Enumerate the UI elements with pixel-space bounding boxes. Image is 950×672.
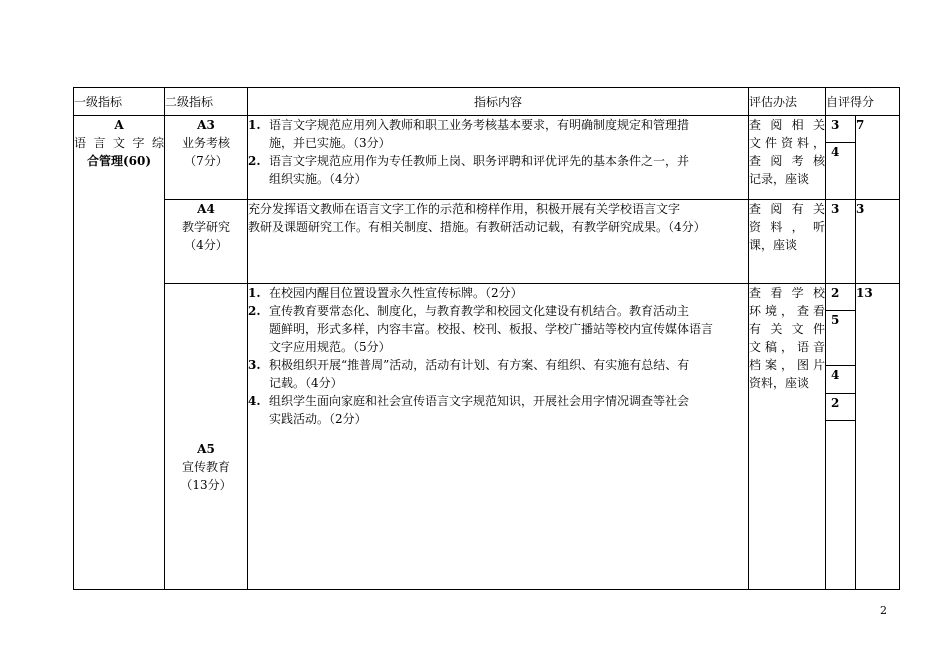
header-level2: 二级指标 [165, 88, 248, 116]
header-level1: 一级指标 [74, 88, 165, 116]
level2-code: A3 [197, 118, 215, 132]
evaluation-table [73, 87, 900, 590]
level2-points: （4分） [184, 238, 228, 252]
level2-a5 [165, 284, 248, 590]
subscore: 2 [826, 394, 855, 421]
header-score: 自评得分 [826, 88, 900, 116]
subscore: 4 [831, 145, 840, 159]
list-item: 1. 在校园内醒目位置设置永久性宣传标牌。（2分） [248, 286, 523, 300]
row-a3 [74, 116, 900, 200]
level2-name: 教学研究 [181, 220, 230, 234]
level2-code: A4 [197, 202, 215, 216]
level2-points: （13分） [180, 478, 232, 492]
subscore: 3 [826, 116, 855, 143]
method-a4: 查阅有关 资料，听 课，座谈 [749, 200, 826, 284]
level1-name-line2: 合管理(60) [86, 154, 152, 168]
subscores-a5 [826, 284, 856, 590]
level1-code: A [114, 118, 124, 132]
level2-name: 业务考核 [181, 136, 230, 150]
list-item: 2. 宣传教育要常态化、制度化，与教育教学和校园文化建设有机结合。教育活动主 题鲜明，形式多样，内容丰富。校报、校刊、板报、学校广播站等校内宣传媒体语言 文字应用规范。（5分） [248, 304, 714, 354]
list-item: 1. 语言文字规范应用列入教师和职工业务考核基本要求，有明确制度规定和管理措 施，并已实施。（3分） [248, 118, 690, 150]
total-a4: 3 [856, 200, 900, 284]
level2-name: 宣传教育 [181, 460, 230, 474]
subscore: 2 [826, 284, 855, 311]
level2-points: （7分） [184, 154, 228, 168]
subscore: 4 [826, 366, 855, 394]
list-item: 3. 积极组织开展“推普周”活动，活动有计划、有方案、有组织、有实施有总结、有 记载。（4分） [248, 358, 690, 390]
content-a4 [248, 200, 749, 284]
paragraph-line: 充分发挥语文教师在语言文字工作的示范和榜样作用，积极开展有关学校语言文字 [248, 202, 681, 216]
level2-code: A5 [197, 442, 215, 456]
subscore: 3 [831, 202, 840, 216]
paragraph-line: 教研及课题研究工作。有相关制度、措施。有教研活动记载，有教学研究成果。（4分） [248, 220, 706, 234]
level1-name-line1: 语言文字综 [74, 136, 164, 150]
content-a3 [248, 116, 749, 200]
row-a4 [74, 200, 900, 284]
header-content: 指标内容 [248, 88, 749, 116]
total-a3: 7 [856, 116, 900, 200]
method-a3: 查阅相关 文件资料， 查阅考核 记录，座谈 [749, 116, 826, 200]
level2-a3 [165, 116, 248, 200]
page-number: 2 [880, 604, 887, 617]
list-item: 2. 语言文字规范应用作为专任教师上岗、职务评聘和评优评先的基本条件之一，并 组织实施。（4分） [248, 154, 690, 186]
level2-a4 [165, 200, 248, 284]
header-method: 评估办法 [749, 88, 826, 116]
total-a5: 13 [856, 284, 900, 590]
subscores-a3 [826, 116, 856, 200]
method-a5: 查看学校 环境，查看 有关文件 文稿，语音 档案，图片 资料，座谈 [749, 284, 826, 590]
content-a5 [248, 284, 749, 590]
subscores-a4 [826, 200, 856, 284]
row-a5 [74, 284, 900, 590]
header-row [74, 88, 900, 116]
list-item: 4. 组织学生面向家庭和社会宣传语言文字规范知识，开展社会用字情况调查等社会 实践活动。（2分） [248, 394, 690, 426]
subscore: 5 [826, 311, 855, 366]
level1-cell [74, 116, 165, 590]
